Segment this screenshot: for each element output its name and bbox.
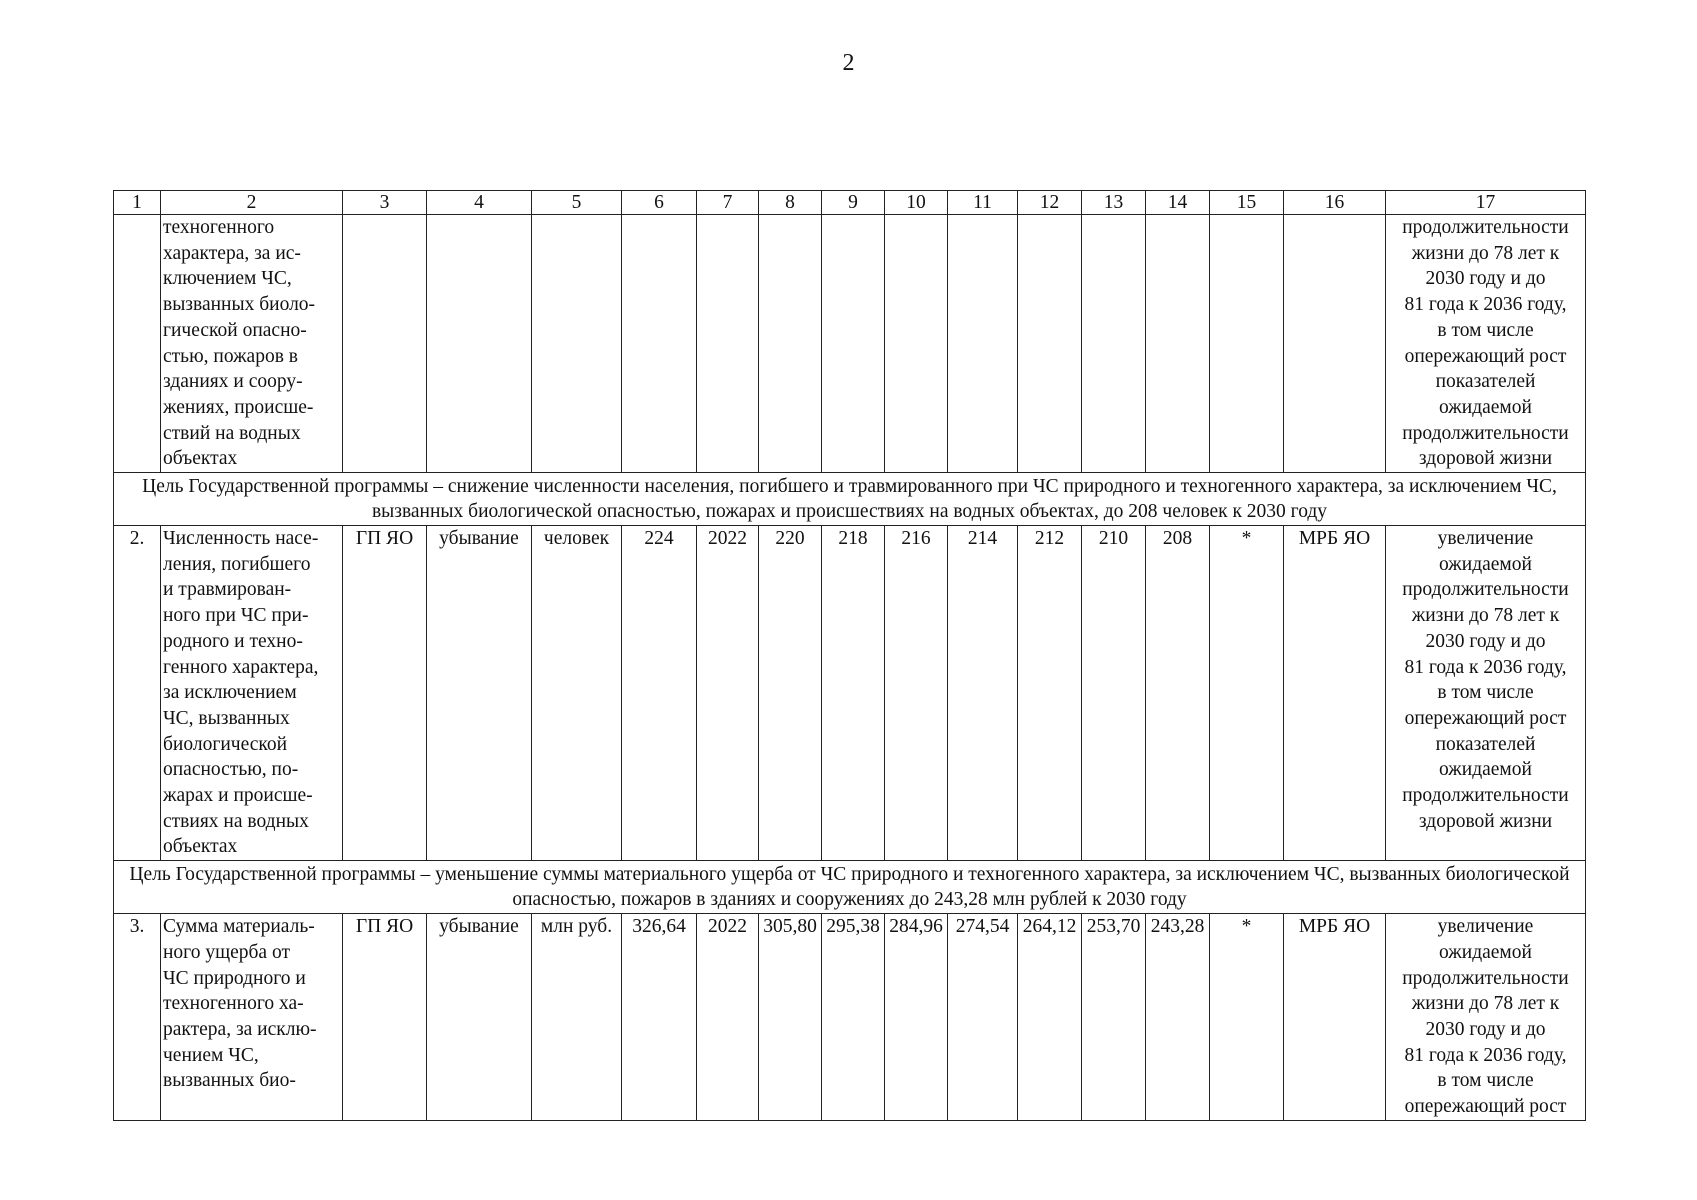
empty-cell xyxy=(532,215,622,473)
base-year-cell: 2022 xyxy=(697,526,759,861)
header-cell: 15 xyxy=(1210,191,1284,215)
goal-row xyxy=(114,861,1586,914)
empty-cell xyxy=(885,215,948,473)
responsible-cell: МРБ ЯО xyxy=(1284,914,1386,1121)
value-cell: 220 xyxy=(759,526,822,861)
header-cell: 4 xyxy=(427,191,532,215)
row-number-cell xyxy=(114,215,161,473)
value-cell: 214 xyxy=(948,526,1018,861)
row-number-cell: 2. xyxy=(114,526,161,861)
value-cell: 284,96 xyxy=(885,914,948,1121)
base-value-cell: 224 xyxy=(622,526,697,861)
empty-cell xyxy=(1284,215,1386,473)
unit-cell: человек xyxy=(532,526,622,861)
indicators-table xyxy=(113,190,1586,1121)
empty-cell xyxy=(1210,215,1284,473)
value-cell: 305,80 xyxy=(759,914,822,1121)
empty-cell xyxy=(759,215,822,473)
empty-cell xyxy=(822,215,885,473)
empty-cell xyxy=(948,215,1018,473)
trend-cell: убывание xyxy=(427,914,532,1121)
header-cell: 5 xyxy=(532,191,622,215)
empty-cell xyxy=(427,215,532,473)
row-number-cell: 3. xyxy=(114,914,161,1121)
empty-cell xyxy=(343,215,427,473)
value-cell: 243,28 xyxy=(1146,914,1210,1121)
header-cell: 6 xyxy=(622,191,697,215)
value-cell: 253,70 xyxy=(1082,914,1146,1121)
empty-cell xyxy=(622,215,697,473)
indicator-name-cell: Численность насе- ления, погибшего и травмирован- ного при ЧС при- родного и техно- генного характера, за исключением ЧС, вызванных биологической опасностью, по- жарах и происше- ствиях на водных объектах xyxy=(161,526,343,861)
level-cell: ГП ЯО xyxy=(343,526,427,861)
base-year-cell: 2022 xyxy=(697,914,759,1121)
header-cell: 10 xyxy=(885,191,948,215)
value-cell: 208 xyxy=(1146,526,1210,861)
national-goal-cell: продолжительности жизни до 78 лет к 2030 году и до 81 года к 2036 году, в том числе опережающий рост показателей ожидаемой продолжительности здоровой жизни xyxy=(1386,215,1586,473)
indicator-row-2 xyxy=(114,526,1586,861)
header-cell: 1 xyxy=(114,191,161,215)
indicators-table-container xyxy=(113,190,1585,1121)
indicator-name-cell: Сумма материаль- ного ущерба от ЧС природного и техногенного ха- рактера, за исклю- чением ЧС, вызванных био- xyxy=(161,914,343,1121)
value-cell: 216 xyxy=(885,526,948,861)
header-cell: 7 xyxy=(697,191,759,215)
continuation-row xyxy=(114,215,1586,473)
value-cell: 264,12 xyxy=(1018,914,1082,1121)
value-cell: 212 xyxy=(1018,526,1082,861)
header-cell: 16 xyxy=(1284,191,1386,215)
document-cell: * xyxy=(1210,914,1284,1121)
national-goal-cell: увеличение ожидаемой продолжительности жизни до 78 лет к 2030 году и до 81 года к 2036 году, в том числе опережающий рост показателей ожидаемой продолжительности здоровой жизни xyxy=(1386,526,1586,861)
program-goal-3: Цель Государственной программы – уменьшение суммы материального ущерба от ЧС природного и техногенного характера, за исключением ЧС, вызванных биологической опасностью, пожаров в зданиях и сооружениях до 243,28 млн рублей к 2030 году xyxy=(114,861,1586,914)
empty-cell xyxy=(1018,215,1082,473)
header-cell: 14 xyxy=(1146,191,1210,215)
header-cell: 12 xyxy=(1018,191,1082,215)
empty-cell xyxy=(1146,215,1210,473)
responsible-cell: МРБ ЯО xyxy=(1284,526,1386,861)
document-cell: * xyxy=(1210,526,1284,861)
unit-cell: млн руб. xyxy=(532,914,622,1121)
header-row xyxy=(114,191,1586,215)
page-number: 2 xyxy=(842,50,855,76)
header-cell: 9 xyxy=(822,191,885,215)
value-cell: 210 xyxy=(1082,526,1146,861)
base-value-cell: 326,64 xyxy=(622,914,697,1121)
goal-row xyxy=(114,473,1586,526)
header-cell: 3 xyxy=(343,191,427,215)
header-cell: 17 xyxy=(1386,191,1586,215)
national-goal-cell: увеличение ожидаемой продолжительности жизни до 78 лет к 2030 году и до 81 года к 2036 году, в том числе опережающий рост xyxy=(1386,914,1586,1121)
value-cell: 218 xyxy=(822,526,885,861)
indicator-row-3 xyxy=(114,914,1586,1121)
header-cell: 11 xyxy=(948,191,1018,215)
header-cell: 8 xyxy=(759,191,822,215)
empty-cell xyxy=(697,215,759,473)
level-cell: ГП ЯО xyxy=(343,914,427,1121)
header-cell: 13 xyxy=(1082,191,1146,215)
header-cell: 2 xyxy=(161,191,343,215)
value-cell: 274,54 xyxy=(948,914,1018,1121)
value-cell: 295,38 xyxy=(822,914,885,1121)
empty-cell xyxy=(1082,215,1146,473)
indicator-name-cell: техногенного характера, за ис- ключением ЧС, вызванных биоло- гической опасно- стью, пожаров в зданиях и соору- жениях, происше- ствий на водных объектах xyxy=(161,215,343,473)
trend-cell: убывание xyxy=(427,526,532,861)
program-goal-2: Цель Государственной программы – снижение численности населения, погибшего и травмированного при ЧС природного и техногенного характера, за исключением ЧС, вызванных биологической опасностью, пожарах и происшествиях на водных объектах, до 208 человек к 2030 году xyxy=(114,473,1586,526)
